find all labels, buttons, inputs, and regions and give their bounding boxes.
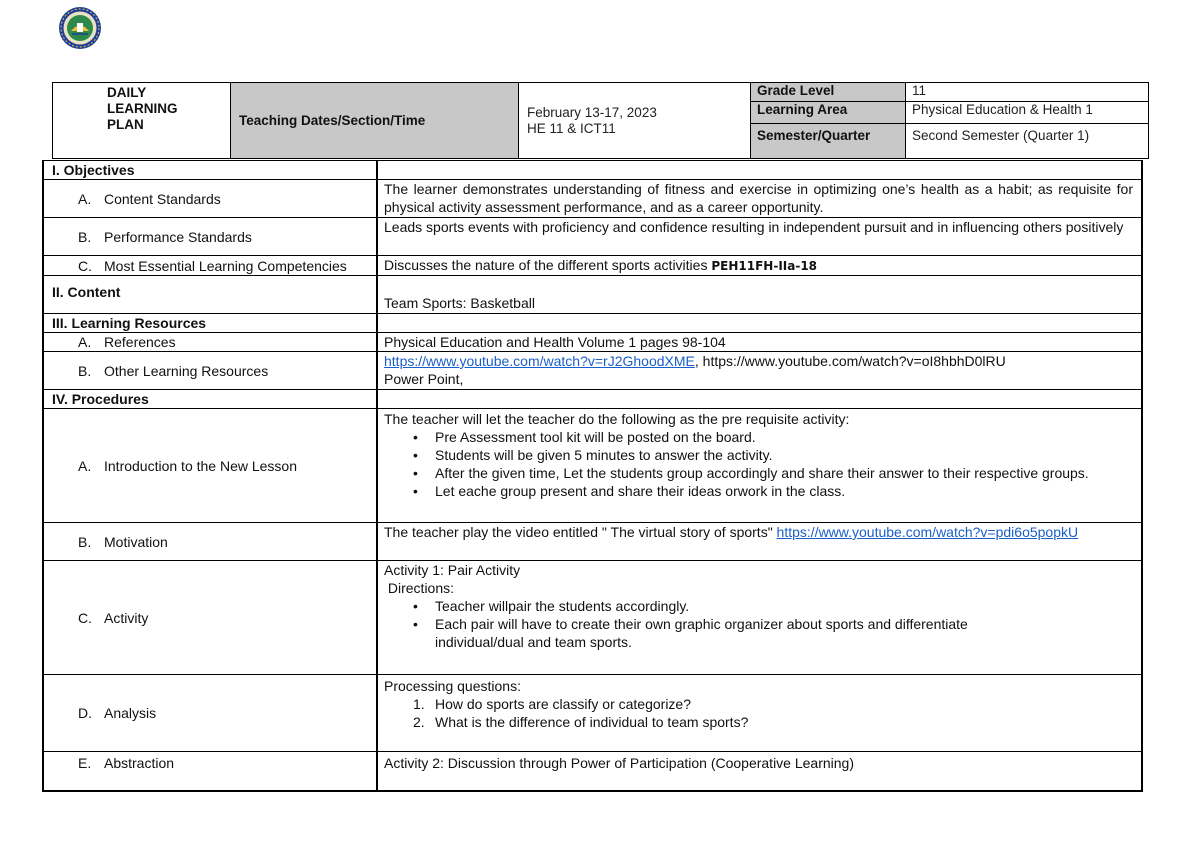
- section-heading-objectives: I. Objectives: [43, 161, 377, 180]
- section-heading-procedures: IV. Procedures: [43, 390, 377, 409]
- row-label-motivation: B. Motivation: [43, 523, 377, 561]
- table-row: [43, 314, 1142, 333]
- other-resources-text: https://www.youtube.com/watch?v=rJ2GhoodXME, https://www.youtube.com/watch?v=oI8hbhD0lRU Power Point,: [377, 352, 1142, 390]
- table-row: [43, 561, 1142, 675]
- learning-area-value: Physical Education & Health 1: [906, 102, 1149, 124]
- list-item: • Students will be given 5 minutes to answer the activity.: [435, 446, 1133, 464]
- motivation-video-link[interactable]: https://www.youtube.com/watch?v=pdi6o5popkU: [776, 524, 1079, 540]
- youtube-link-2: , https://www.youtube.com/watch?v=oI8hbhD0lRU: [694, 353, 1006, 369]
- table-row: [43, 523, 1142, 561]
- activity-text: Activity 1: Pair Activity Directions: • Teacher willpair the students accordingly. • Each pair will have to create their own graphic organizer about sports and differentiate individual/dual and team sports.: [377, 561, 1142, 675]
- list-item: • Teacher willpair the students accordingly.: [435, 597, 1133, 615]
- melc-text: Discusses the nature of the different sports activities PEH11FH-IIa-18: [377, 256, 1142, 276]
- table-row: [43, 256, 1142, 276]
- header-table: [52, 82, 1149, 159]
- row-label-introduction: A. Introduction to the New Lesson: [43, 409, 377, 523]
- performance-standards-text: Leads sports events with proficiency and confidence resulting in independent pursuit and in influencing others positively: [377, 218, 1142, 256]
- analysis-question-list: [384, 695, 1133, 731]
- school-seal-logo: [58, 6, 102, 50]
- teaching-dates-label: Teaching Dates/Section/Time: [231, 83, 519, 159]
- table-row: [43, 752, 1142, 791]
- introduction-bullet-list: [384, 428, 1133, 500]
- references-text: Physical Education and Health Volume 1 pages 98-104: [377, 333, 1142, 352]
- table-row: [43, 390, 1142, 409]
- row-label-references: A. References: [43, 333, 377, 352]
- row-label-analysis: D. Analysis: [43, 675, 377, 752]
- competency-code: PEH11FH-IIa-18: [711, 259, 818, 273]
- list-item: • Let eache group present and share their ideas orwork in the class.: [435, 482, 1133, 500]
- list-item: • Pre Assessment tool kit will be posted on the board.: [435, 428, 1133, 446]
- row-label-activity: C. Activity: [43, 561, 377, 675]
- plan-title: DAILY LEARNING PLAN: [53, 83, 231, 159]
- table-row: [43, 675, 1142, 752]
- abstraction-text: Activity 2: Discussion through Power of Participation (Cooperative Learning): [377, 752, 1142, 791]
- table-row: [43, 409, 1142, 523]
- row-label-abstraction: E. Abstraction: [43, 752, 377, 791]
- youtube-link-1[interactable]: https://www.youtube.com/watch?v=rJ2GhoodXME: [384, 353, 695, 369]
- activity-bullet-list: [384, 597, 1133, 651]
- list-item: • After the given time, Let the students group accordingly and share their answer to their respective groups.: [435, 464, 1133, 482]
- lesson-plan-table: [42, 160, 1143, 792]
- semester-label: Semester/Quarter: [751, 124, 906, 159]
- list-item: • Each pair will have to create their own graphic organizer about sports and differentiate individual/dual and team sports.: [435, 615, 1133, 651]
- list-item: 1. How do sports are classify or categorize?: [413, 696, 691, 712]
- semester-value: Second Semester (Quarter 1): [906, 124, 1149, 159]
- table-row: [43, 161, 1142, 180]
- table-row: [43, 333, 1142, 352]
- analysis-text: Processing questions: 1. How do sports are classify or categorize? 2. What is the difference of individual to team sports?: [377, 675, 1142, 752]
- content-text: Team Sports: Basketball: [377, 276, 1142, 314]
- content-standards-text: The learner demonstrates understanding of fitness and exercise in optimizing one’s health as a habit; as requisite for physical activity assessment performance, and as a career opportunity.: [377, 180, 1142, 218]
- table-row: [43, 180, 1142, 218]
- list-item: 2. What is the difference of individual to team sports?: [413, 714, 749, 730]
- row-label-content-standards: A. Content Standards: [43, 180, 377, 218]
- grade-level-label: Grade Level: [751, 83, 906, 102]
- learning-area-label: Learning Area: [751, 102, 906, 124]
- table-row: [43, 276, 1142, 314]
- table-row: [43, 218, 1142, 256]
- introduction-text: The teacher will let the teacher do the following as the pre requisite activity: • Pre Assessment tool kit will be posted on the board. • Students will be given 5 minutes to answer the activity. • After the given time, Let the students group accordingly and share their answer to their respective groups. • Let eache group present and share their ideas orwork in the class.: [377, 409, 1142, 523]
- section-heading-content: II. Content: [43, 276, 377, 314]
- table-row: [43, 352, 1142, 390]
- row-label-melc: C. Most Essential Learning Competencies: [43, 256, 377, 276]
- grade-level-value: 11: [906, 83, 1149, 102]
- section-heading-learning-resources: III. Learning Resources: [43, 314, 377, 333]
- teaching-dates-value: February 13-17, 2023 HE 11 & ICT11: [519, 83, 751, 159]
- row-label-other-resources: B. Other Learning Resources: [43, 352, 377, 390]
- row-label-performance-standards: B. Performance Standards: [43, 218, 377, 256]
- motivation-text: The teacher play the video entitled " The virtual story of sports" https://www.youtube.com/watch?v=pdi6o5popkU: [377, 523, 1142, 561]
